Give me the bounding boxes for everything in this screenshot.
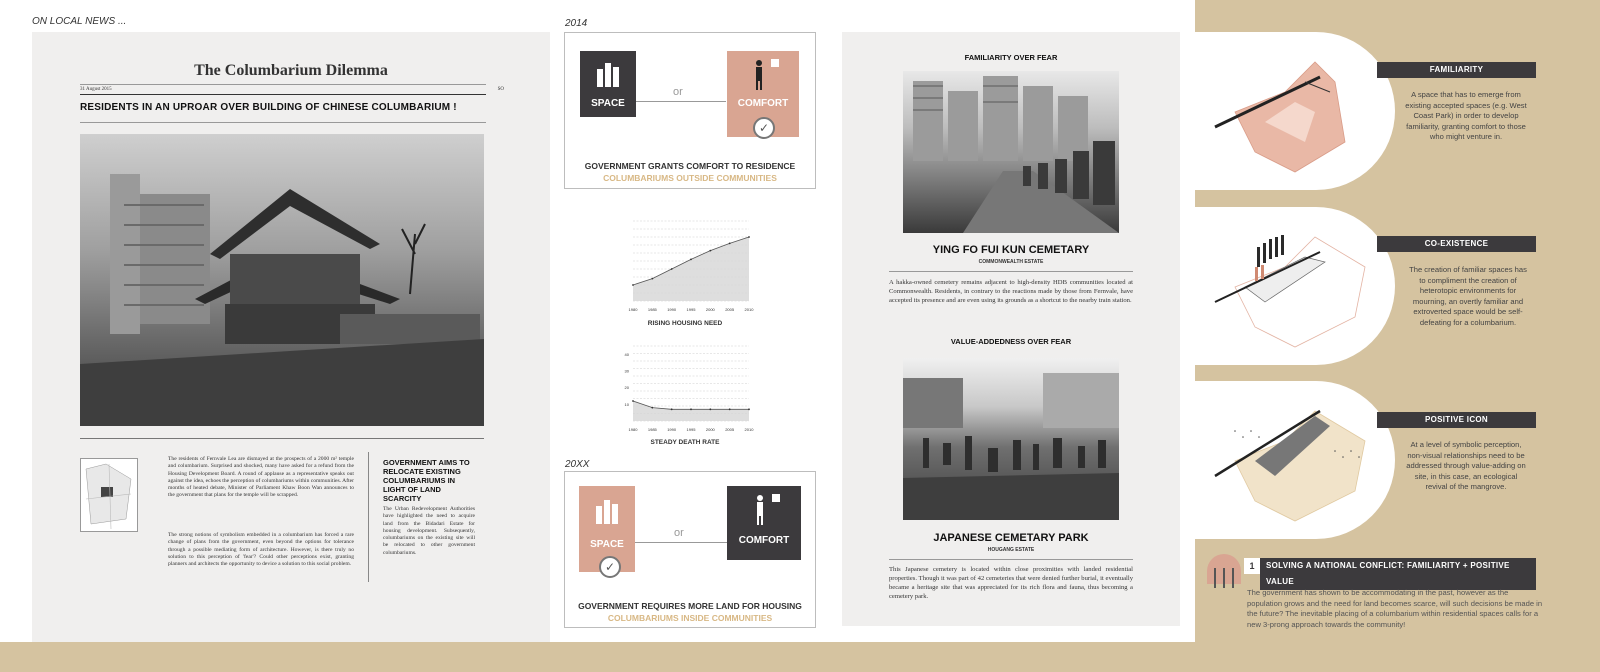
- conclusion-text: The government has shown to be accommodating in the past, however as the population grows and the need for land becomes scarce, will such decisions be made in the future? The inevitable placing of a columbarium within residential spaces calls for a new 3-prong approach towards the community!: [1247, 588, 1543, 629]
- data-point: [632, 400, 634, 402]
- death-rate-chart-svg: [615, 340, 755, 435]
- x-tick-label: 2005: [725, 307, 735, 312]
- y-tick-label: 20: [624, 385, 629, 391]
- x-tick-label: 1990: [667, 307, 677, 312]
- data-point: [671, 408, 673, 410]
- x-tick-label: 1980: [628, 307, 638, 312]
- person-icon: [743, 57, 783, 91]
- data-point: [690, 408, 692, 410]
- x-tick-label: 1990: [667, 427, 677, 432]
- cemetery-photo-1: [903, 71, 1119, 233]
- divider: [80, 84, 486, 85]
- section-label-local-news: ON LOCAL NEWS ...: [32, 16, 127, 27]
- data-point: [651, 278, 653, 280]
- newspaper-headline: RESIDENTS IN AN UPROAR OVER BUILDING OF CHINESE COLUMBARIUM !: [80, 102, 457, 113]
- scenario-2014-panel: [564, 32, 816, 189]
- divider: [80, 438, 484, 439]
- series-area: [633, 237, 749, 301]
- strategy-2-diagram: [1195, 207, 1395, 365]
- co-existence-diagram: [1195, 207, 1395, 365]
- conclusion-number: 1: [1244, 558, 1260, 574]
- data-point: [748, 236, 750, 238]
- strategy-1-text: A space that has to emerge from existing accepted spaces (e.g. West Coast Park) in order to develop familiarity, granting comfort to those who might venture in.: [1405, 90, 1527, 142]
- scenario-2014-caption: GOVERNMENT GRANTS COMFORT TO RESIDENCE: [584, 161, 796, 171]
- side-article: The Urban Redevelopment Authorities have highlighted the need to acquire land from the Bidadari Estate for housing development. Subsequently, columbariums on the existing site will be relocated to other government columbariums.: [383, 506, 475, 556]
- space-label: SPACE: [591, 98, 625, 109]
- data-point: [748, 408, 750, 410]
- cemetery-heading-1: FAMILIARITY OVER FEAR: [964, 53, 1058, 62]
- divider: [889, 271, 1133, 272]
- column-divider: [368, 452, 369, 582]
- or-label: or: [673, 86, 683, 98]
- check-icon: ✓: [753, 117, 775, 139]
- newspaper-date: 31 August 2015: [80, 87, 112, 92]
- death-rate-chart-title: STEADY DEATH RATE: [650, 439, 720, 446]
- strategy-1-diagram: [1195, 32, 1395, 190]
- x-tick-label: 2005: [725, 427, 735, 432]
- x-tick-label: 1985: [647, 427, 657, 432]
- data-point: [690, 259, 692, 261]
- x-tick-label: 2010: [744, 427, 754, 432]
- person-icon: [744, 492, 784, 526]
- divider: [80, 94, 486, 95]
- comfort-box: [727, 486, 801, 560]
- cemetery-heading-2: VALUE-ADDEDNESS OVER FEAR: [950, 337, 1072, 346]
- cemetery-photo-2: [903, 358, 1119, 520]
- cemetery-panel: [842, 32, 1180, 626]
- section-label-20xx: 20XX: [565, 459, 590, 470]
- cemetery-estate-1: COMMONWEALTH ESTATE: [978, 259, 1044, 265]
- connector-line: [635, 542, 727, 543]
- strategy-3-diagram: [1195, 381, 1395, 539]
- x-tick-label: 1995: [686, 307, 696, 312]
- cemetery-text-2: This Japanese cemetery is located within close proximities with landed residential properties. Though it was part of 42 cemeteries that were denied further burial, it eventually became a heritage site that was appreciated for its rich flora and fauna, thus becoming a cemetery park.: [889, 566, 1133, 600]
- series-area: [633, 401, 749, 421]
- newspaper-panel: [32, 32, 550, 642]
- bottom-bar: [0, 642, 1600, 672]
- article-paragraph-1: The residents of Fernvale Lea are dismayed at the prospects of a 2000 m² temple and columbarium. Surprised and shocked, many have asked for a refund from the Housing Development Board. A round of applause as a representative speaks out against the idea, echoes the perception of columbariums within communities. After months of heated debate, Minister of Parliament Khaw Boon Wan announces to the government that plans for the temple will be scrapped.: [168, 456, 354, 499]
- strategy-1-tag: FAMILIARITY: [1377, 62, 1536, 78]
- conclusion-title: SOLVING A NATIONAL CONFLICT: FAMILIARITY + POSITIVE VALUE: [1260, 558, 1536, 590]
- housing-need-chart-svg: [615, 215, 755, 315]
- x-tick-label: 2000: [705, 307, 715, 312]
- side-headline: GOVERNMENT AIMS TO RELOCATE EXISTING COLUMBARIUMS IN LIGHT OF LAND SCARCITY: [383, 458, 470, 503]
- positive-icon-diagram: [1195, 381, 1395, 539]
- temple-photo: [80, 134, 484, 426]
- newspaper-page: SO: [497, 87, 504, 92]
- article-paragraph-2: The strong notions of symbolism embedded in a columbarium has forced a rare change of plans from the government, even beyond the options for tolerance through a possible mediating form of architecture. However, is there truly no solution to this perception of 'fear'? Could other perceptions exist, granting planners and architects the opportunity to device a solution to this social problem.: [168, 532, 354, 568]
- comfort-label: COMFORT: [737, 98, 789, 109]
- building-icon: [592, 496, 622, 526]
- divider: [80, 122, 486, 123]
- familiarity-diagram: [1195, 32, 1395, 190]
- data-point: [632, 284, 634, 286]
- check-icon: ✓: [599, 556, 621, 578]
- scenario-20xx-panel: [564, 471, 816, 628]
- strategy-2-tag: CO-EXISTENCE: [1377, 236, 1536, 252]
- strategy-2-text: The creation of familiar spaces has to compliment the creation of heterotopic environments for mourning, an overtly familiar and extroverted space would be self-defeating for a columbarium.: [1409, 265, 1527, 327]
- data-point: [671, 268, 673, 270]
- y-tick-label: 30: [624, 368, 629, 374]
- scenario-20xx-subcaption: COLUMBARIUMS INSIDE COMMUNITIES: [607, 613, 773, 623]
- pavilion-icon: [1207, 554, 1241, 584]
- or-label: or: [674, 527, 684, 539]
- space-label: SPACE: [590, 539, 624, 550]
- site-map-thumbnail: [80, 458, 138, 532]
- data-point: [729, 243, 731, 245]
- x-tick-label: 2010: [744, 307, 754, 312]
- strategy-3-tag: POSITIVE ICON: [1377, 412, 1536, 428]
- data-point: [651, 407, 653, 409]
- housing-need-chart: [615, 215, 755, 315]
- cemetery-name-1: YING FO FUI KUN CEMETARY: [932, 244, 1090, 256]
- divider: [889, 559, 1133, 560]
- scenario-20xx-caption: GOVERNMENT REQUIRES MORE LAND FOR HOUSING: [578, 601, 802, 611]
- x-tick-label: 1995: [686, 427, 696, 432]
- data-point: [709, 250, 711, 252]
- y-tick-label: 10: [624, 401, 629, 407]
- building-icon: [593, 59, 623, 89]
- death-rate-chart: [615, 340, 755, 435]
- newspaper-title: The Columbarium Dilemma: [194, 62, 388, 79]
- y-tick-label: 40: [624, 351, 629, 357]
- x-tick-label: 2000: [705, 427, 715, 432]
- section-label-2014: 2014: [565, 18, 588, 29]
- scenario-2014-subcaption: COLUMBARIUMS OUTSIDE COMMUNITIES: [603, 173, 777, 183]
- data-point: [729, 408, 731, 410]
- connector-line: [636, 101, 726, 102]
- x-tick-label: 1980: [628, 427, 638, 432]
- cemetery-name-2: JAPANESE CEMETARY PARK: [933, 532, 1089, 544]
- cemetery-text-1: A hakka-owned cemetery remains adjacent to high-density HDB communities located at Commonwealth. Residents, in contrary to the reactions made by those from Fernvale, have accepted its presence and are even using its grounds as a shortcut to the nearby train station.: [889, 279, 1133, 304]
- housing-need-chart-title: RISING HOUSING NEED: [647, 320, 723, 327]
- x-tick-label: 1985: [647, 307, 657, 312]
- data-point: [709, 408, 711, 410]
- temple-illustration: [80, 134, 484, 426]
- cemetery-estate-2: HOUGANG ESTATE: [987, 547, 1035, 553]
- space-box: [580, 51, 636, 117]
- comfort-label: COMFORT: [738, 535, 790, 546]
- strategy-3-text: At a level of symbolic perception, non-visual relationships need to be addressed through value-adding on site, in this case, an ecological revival of the mangrove.: [1406, 440, 1526, 492]
